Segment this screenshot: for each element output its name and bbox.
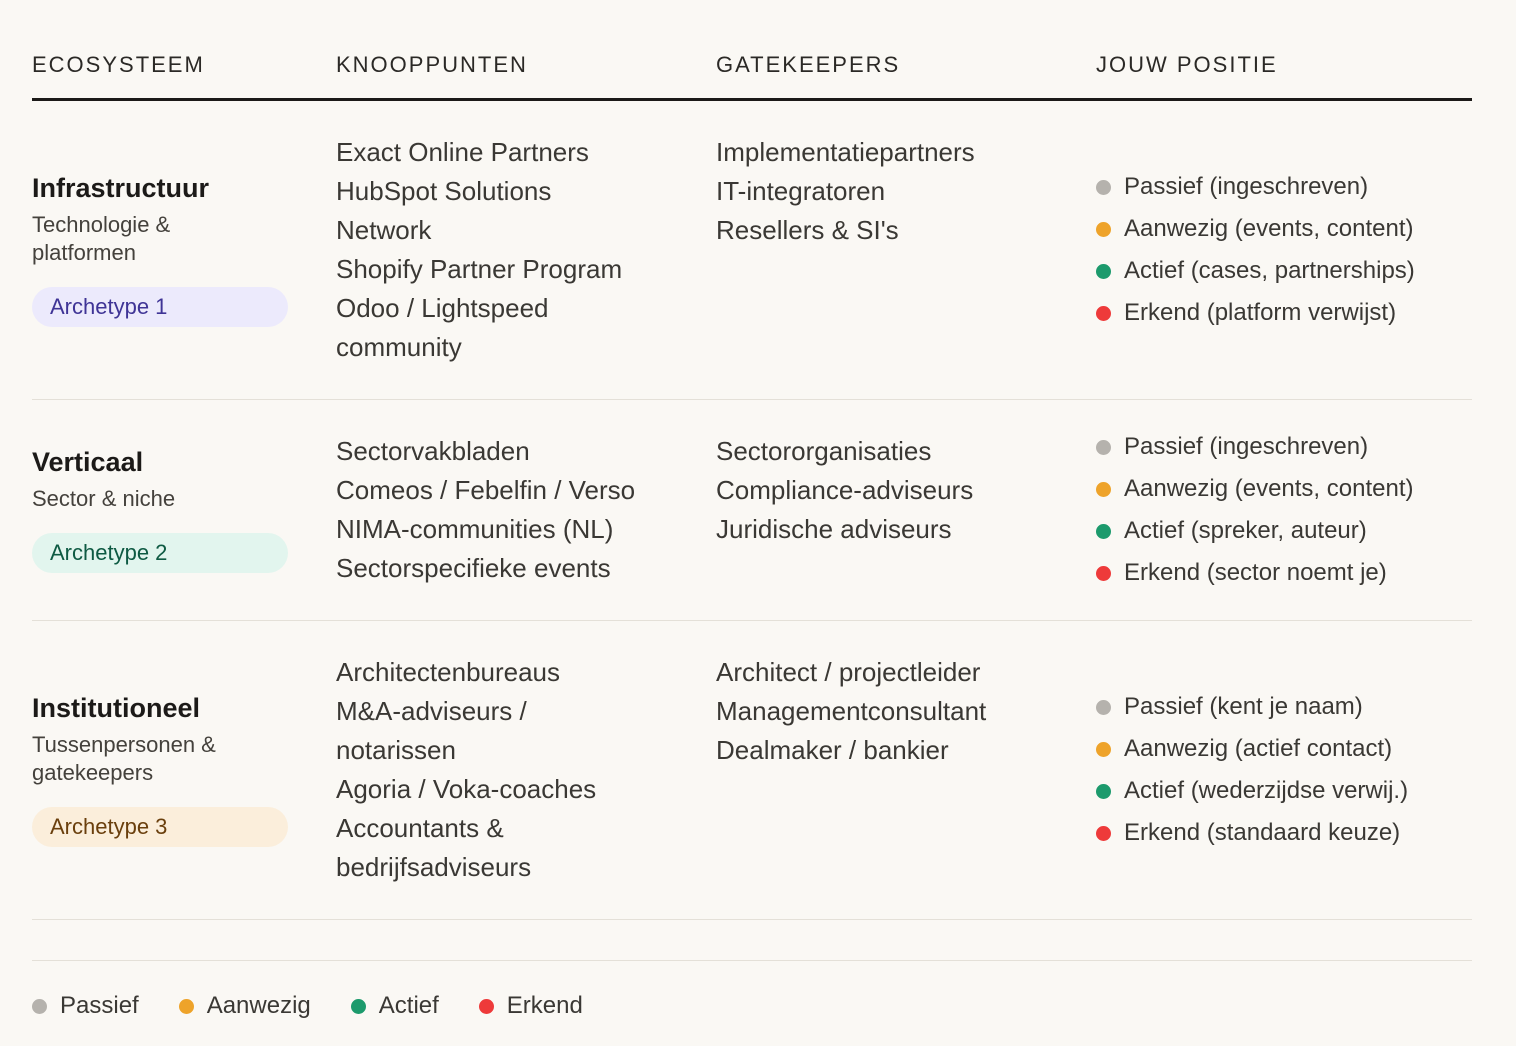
list-item: Accountants & — [336, 813, 504, 843]
archetype-badge: Archetype 2 — [32, 533, 288, 573]
status-item-aanwezig — [1096, 728, 1472, 770]
legend-item-passief — [32, 992, 139, 1020]
table-row-infrastructuur — [32, 101, 1472, 400]
legend-item-erkend — [479, 992, 583, 1020]
table-row-verticaal — [32, 400, 1472, 621]
legend-divider — [32, 960, 1472, 961]
list-item: Exact Online Partners — [336, 137, 589, 167]
legend-label: Passief — [60, 992, 139, 1019]
passief-dot-icon — [1096, 700, 1111, 715]
status-item-passief — [1096, 426, 1472, 468]
aanwezig-dot-icon — [179, 999, 194, 1014]
list-item: Network — [336, 215, 432, 245]
status-item-erkend — [1096, 812, 1472, 854]
list-item: HubSpot Solutions — [336, 176, 552, 206]
ecosystem-title: Infrastructuur — [32, 173, 210, 203]
list-item: NIMA-communities (NL) — [336, 514, 614, 544]
positie-list — [1096, 686, 1472, 854]
ecosystem-subtitle: Technologie & platformen — [32, 212, 171, 265]
list-item: community — [336, 332, 462, 362]
ecosystem-title: Institutioneel — [32, 693, 200, 723]
erkend-dot-icon — [1096, 306, 1111, 321]
archetype-badge: Archetype 3 — [32, 807, 288, 847]
legend-label: Actief — [378, 992, 439, 1019]
list-item: Compliance-adviseurs — [716, 475, 974, 505]
list-item: Agoria / Voka-coaches — [336, 774, 597, 804]
knooppunten-list — [336, 653, 676, 887]
status-item-aanwezig — [1096, 468, 1472, 510]
knooppunten-list — [336, 432, 676, 588]
status-item-actief — [1096, 770, 1472, 812]
list-item: Managementconsultant — [716, 696, 987, 726]
actief-dot-icon — [1096, 784, 1111, 799]
status-label: Passief (ingeschreven) — [1124, 433, 1369, 460]
status-item-actief — [1096, 250, 1472, 292]
positie-list — [1096, 166, 1472, 334]
list-item: Shopify Partner Program — [336, 254, 623, 284]
status-label: Passief (ingeschreven) — [1124, 173, 1369, 200]
legend — [32, 986, 623, 1026]
status-label: Actief (wederzijdse verwij.) — [1124, 777, 1409, 804]
column-header-positie: JOUW POSITIE — [1096, 52, 1278, 77]
list-item: notarissen — [336, 735, 456, 765]
list-item: Resellers & SI's — [716, 215, 899, 245]
status-label: Erkend (standaard keuze) — [1124, 819, 1401, 846]
status-label: Aanwezig (actief contact) — [1124, 735, 1393, 762]
gatekeepers-list — [716, 432, 1056, 549]
list-item: M&A-adviseurs / — [336, 696, 527, 726]
status-label: Passief (kent je naam) — [1124, 693, 1363, 720]
erkend-dot-icon — [479, 999, 494, 1014]
passief-dot-icon — [32, 999, 47, 1014]
positie-list — [1096, 426, 1472, 594]
actief-dot-icon — [351, 999, 366, 1014]
ecosystem-table — [32, 0, 1472, 882]
ecosystem-cell — [32, 171, 288, 327]
erkend-dot-icon — [1096, 566, 1111, 581]
status-item-erkend — [1096, 292, 1472, 334]
passief-dot-icon — [1096, 180, 1111, 195]
ecosystem-subtitle: Sector & niche — [32, 486, 176, 511]
actief-dot-icon — [1096, 524, 1111, 539]
archetype-badge: Archetype 1 — [32, 287, 288, 327]
actief-dot-icon — [1096, 264, 1111, 279]
list-item: Sectorspecifieke events — [336, 553, 611, 583]
status-label: Erkend (sector noemt je) — [1124, 559, 1387, 586]
gatekeepers-list — [716, 133, 1056, 250]
column-header-gatekeepers: GATEKEEPERS — [716, 52, 901, 77]
list-item: Sectororganisaties — [716, 436, 932, 466]
column-header-knooppunten: KNOOPPUNTEN — [336, 52, 528, 77]
list-item: Sectorvakbladen — [336, 436, 530, 466]
status-item-passief — [1096, 166, 1472, 208]
list-item: bedrijfsadviseurs — [336, 852, 532, 882]
legend-item-actief — [351, 992, 439, 1020]
status-item-erkend — [1096, 552, 1472, 594]
passief-dot-icon — [1096, 440, 1111, 455]
list-item: Odoo / Lightspeed — [336, 293, 549, 323]
status-label: Aanwezig (events, content) — [1124, 215, 1414, 242]
status-label: Erkend (platform verwijst) — [1124, 299, 1397, 326]
legend-item-aanwezig — [179, 992, 311, 1020]
list-item: Implementatiepartners — [716, 137, 975, 167]
legend-label: Aanwezig — [206, 992, 311, 1019]
aanwezig-dot-icon — [1096, 482, 1111, 497]
status-item-aanwezig — [1096, 208, 1472, 250]
list-item: Comeos / Febelfin / Verso — [336, 475, 636, 505]
table-header — [32, 0, 1472, 101]
erkend-dot-icon — [1096, 826, 1111, 841]
aanwezig-dot-icon — [1096, 742, 1111, 757]
list-item: Juridische adviseurs — [716, 514, 952, 544]
ecosystem-title: Verticaal — [32, 447, 144, 477]
knooppunten-list — [336, 133, 676, 367]
status-item-actief — [1096, 510, 1472, 552]
list-item: Architectenbureaus — [336, 657, 561, 687]
column-header-ecosysteem: ECOSYSTEEM — [32, 52, 205, 77]
status-label: Actief (cases, partnerships) — [1124, 257, 1415, 284]
status-item-passief — [1096, 686, 1472, 728]
status-label: Actief (spreker, auteur) — [1124, 517, 1367, 544]
ecosystem-cell — [32, 445, 288, 573]
list-item: Dealmaker / bankier — [716, 735, 949, 765]
ecosystem-cell — [32, 691, 288, 847]
list-item: IT-integratoren — [716, 176, 886, 206]
legend-label: Erkend — [506, 992, 583, 1019]
gatekeepers-list — [716, 653, 1056, 770]
aanwezig-dot-icon — [1096, 222, 1111, 237]
status-label: Aanwezig (events, content) — [1124, 475, 1414, 502]
table-row-institutioneel — [32, 621, 1472, 920]
list-item: Architect / projectleider — [716, 657, 981, 687]
ecosystem-subtitle: Tussenpersonen & gatekeepers — [32, 732, 216, 785]
